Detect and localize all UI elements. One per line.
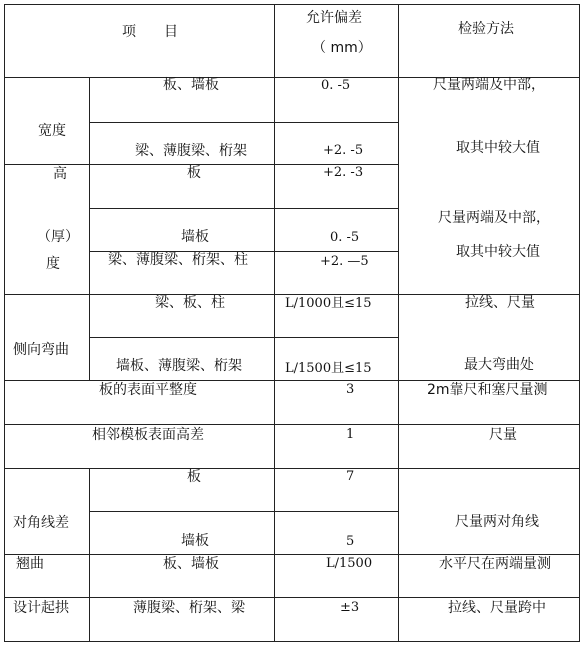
bend-val-a: L/1000且≤15 — [285, 296, 372, 311]
height-val-a: +2. -3 — [323, 165, 364, 180]
warp-method: 水平尺在两端量测 — [439, 556, 551, 572]
camber-method: 拉线、尺量跨中 — [448, 600, 546, 616]
header-method: 检验方法 — [458, 21, 514, 37]
diagonal-group-label: 对角线差 — [13, 515, 69, 531]
bend-method-a: 拉线、尺量 — [465, 295, 535, 311]
width-method-2: 取其中较大值 — [456, 140, 540, 156]
height-group-label-2: （厚） — [37, 229, 79, 245]
height-method-1: 尺量两端及中部， — [438, 210, 550, 226]
height-group-label-3: 度 — [46, 256, 60, 272]
warp-val: L/1500 — [326, 556, 373, 571]
bend-group-label: 侧向弯曲 — [13, 342, 69, 358]
width-method-1: 尺量两端及中部， — [433, 77, 545, 93]
adjacent-method: 尺量 — [489, 427, 517, 443]
height-sub-b: 墙板 — [181, 229, 209, 245]
bend-sub-a: 梁、板、柱 — [155, 295, 225, 311]
width-val-b: +2. -5 — [323, 143, 364, 158]
height-group-label-1: 高 — [53, 166, 67, 182]
camber-sub: 薄腹梁、桁架、梁 — [133, 600, 245, 616]
diagonal-method: 尺量两对角线 — [455, 514, 539, 530]
flatness-item: 板的表面平整度 — [99, 382, 197, 398]
warp-group-label: 翘曲 — [16, 556, 44, 572]
diagonal-val-a: 7 — [346, 469, 355, 484]
diagonal-sub-a: 板 — [187, 469, 201, 485]
height-sub-c: 梁、薄腹梁、桁架、柱 — [108, 252, 248, 268]
adjacent-val: 1 — [346, 427, 355, 442]
adjacent-item: 相邻模板表面高差 — [92, 427, 204, 443]
width-group-label: 宽度 — [38, 123, 66, 139]
warp-sub: 板、墙板 — [163, 556, 219, 572]
table-border — [5, 5, 580, 642]
bend-sub-b: 墙板、薄腹梁、桁架 — [116, 358, 242, 374]
header-tolerance-unit: （ mm） — [312, 40, 372, 56]
height-sub-a: 板 — [187, 165, 201, 181]
height-val-b: 0. -5 — [330, 230, 360, 245]
header-item: 项 目 — [122, 24, 178, 40]
bend-method-b: 最大弯曲处 — [464, 357, 534, 373]
width-sub-b: 梁、薄腹梁、桁架 — [135, 143, 247, 159]
bend-val-b: L/1500且≤15 — [285, 361, 372, 376]
camber-val: ±3 — [340, 600, 360, 615]
header-tolerance: 允许偏差 — [306, 10, 362, 26]
width-val-a: 0. -5 — [321, 78, 351, 93]
diagonal-sub-b: 墙板 — [181, 533, 209, 549]
height-method-2: 取其中较大值 — [456, 244, 540, 260]
flatness-val: 3 — [346, 382, 355, 397]
camber-group-label: 设计起拱 — [13, 600, 69, 616]
diagonal-val-b: 5 — [346, 534, 355, 549]
height-val-c: +2. —5 — [320, 254, 369, 269]
flatness-method: 2m靠尺和塞尺量测 — [427, 382, 548, 398]
width-sub-a: 板、墙板 — [163, 77, 219, 93]
